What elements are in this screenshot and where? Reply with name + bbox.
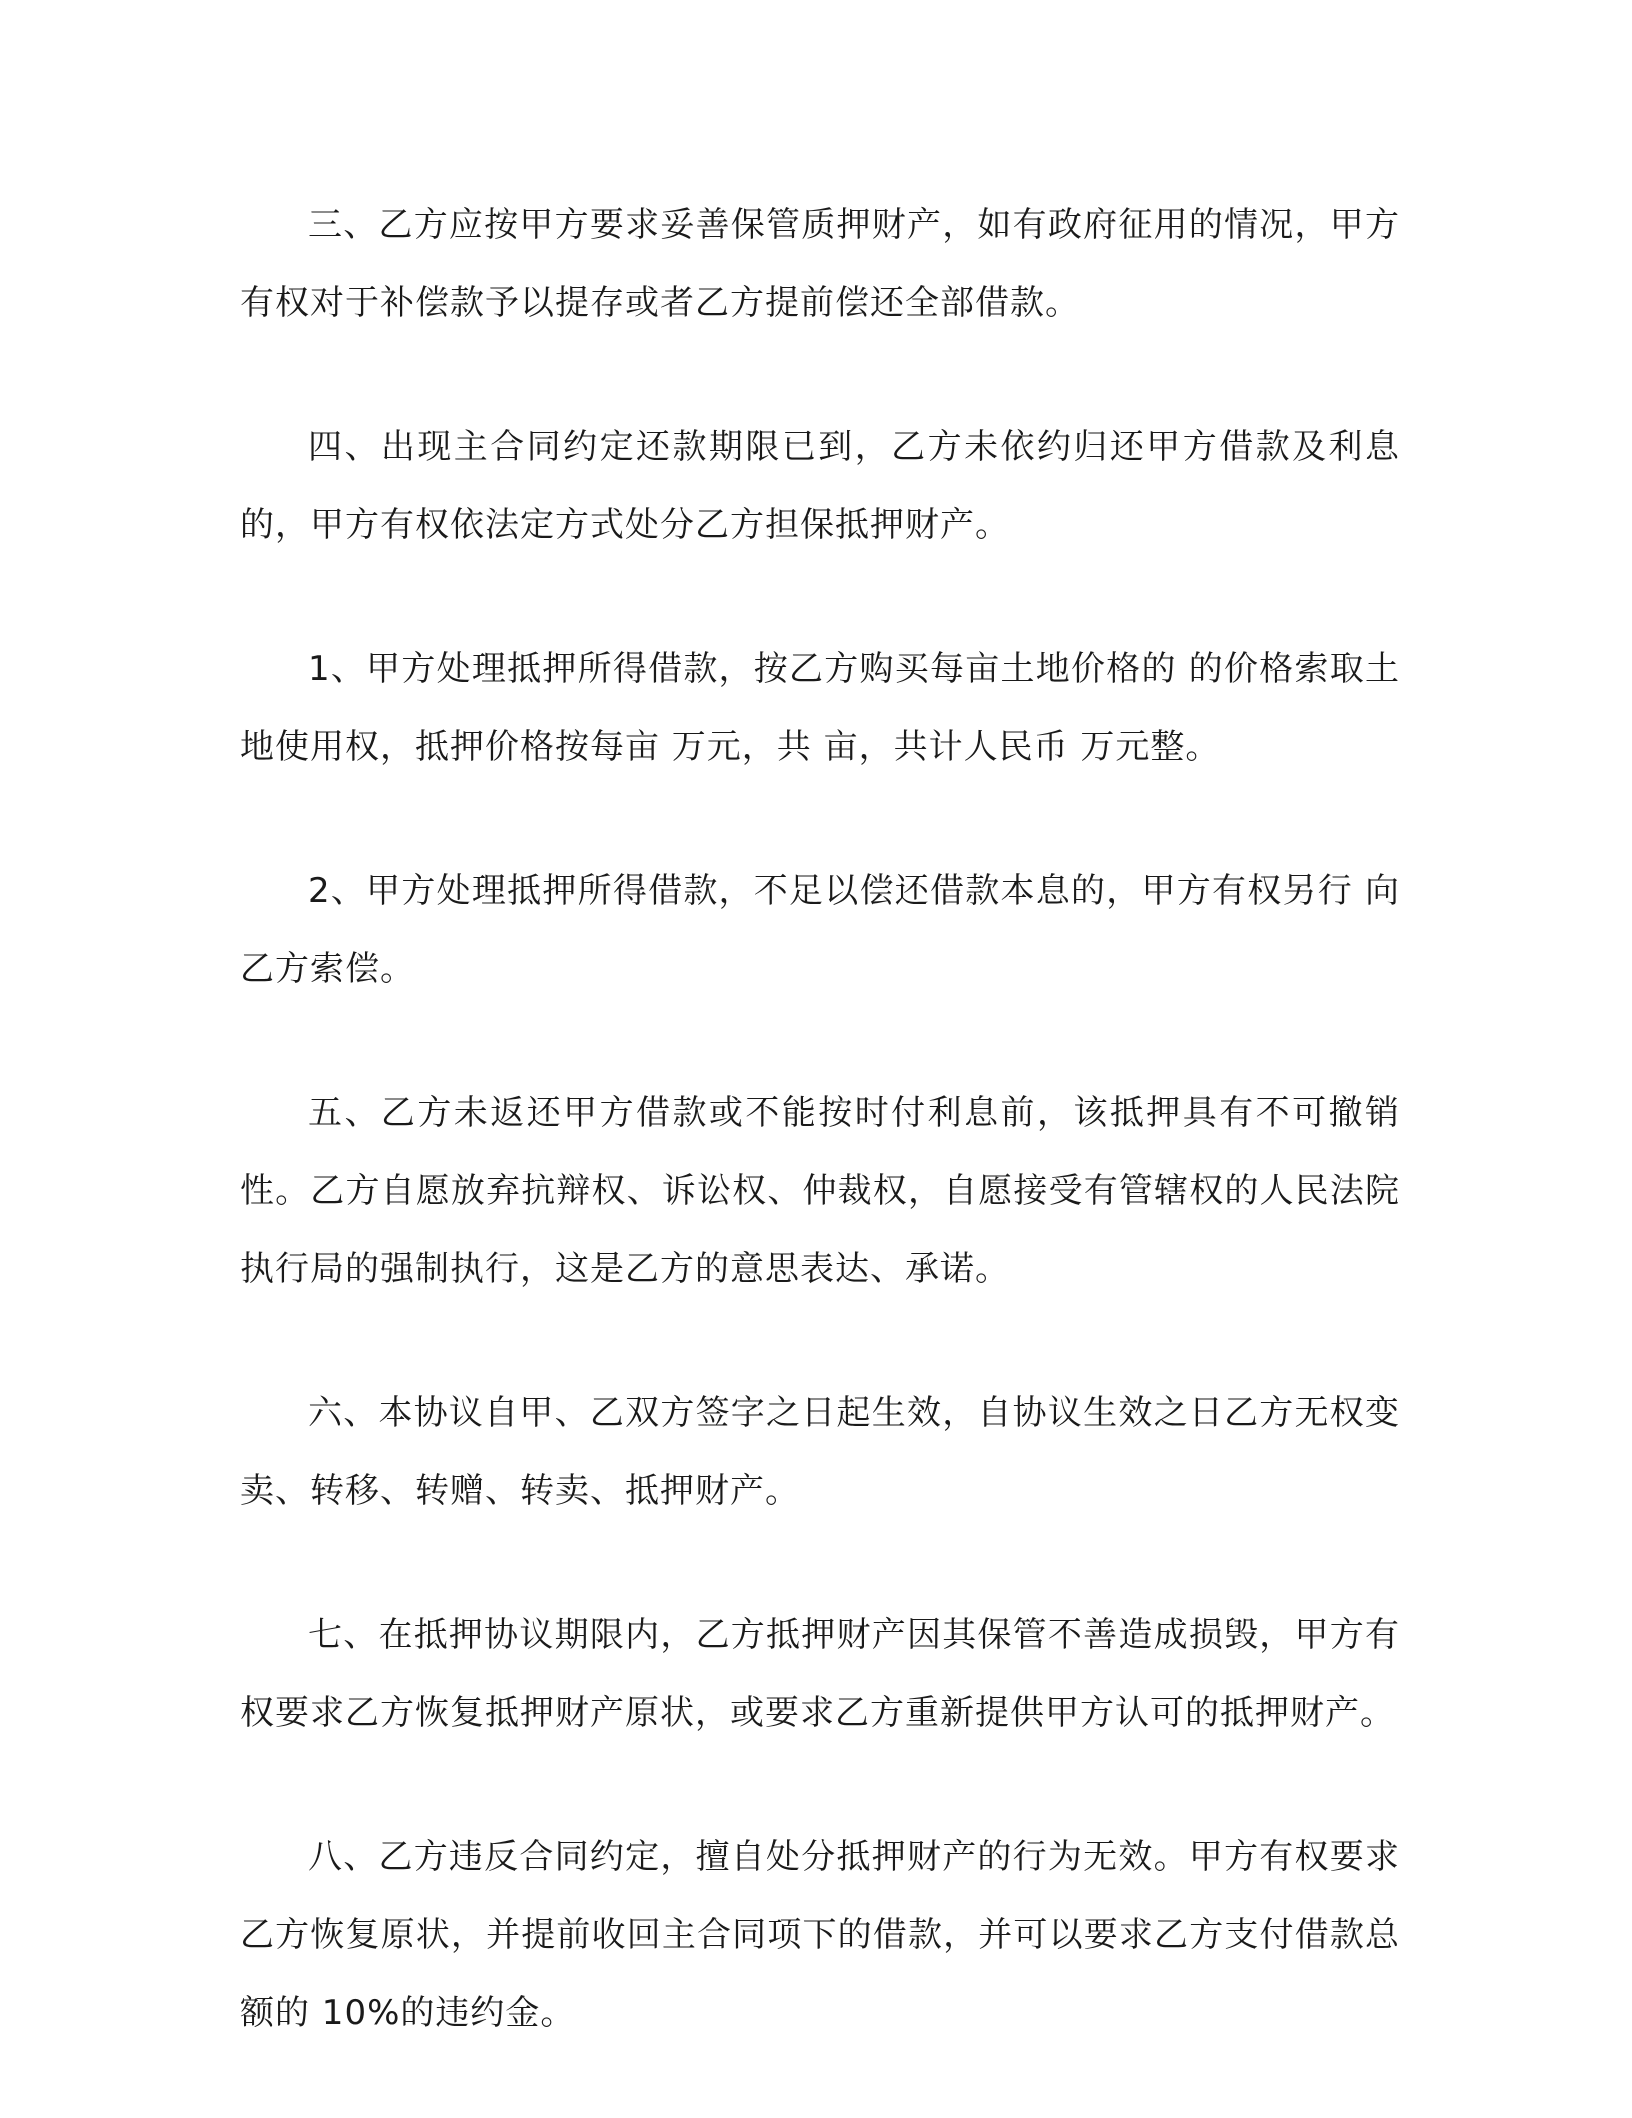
document-body (240, 186, 1400, 2118)
clause-4-item-2: 2、甲方处理抵押所得借款，不足以偿还借款本息的，甲方有权另行 向乙方索偿。 (240, 871, 1400, 989)
clause-3: 三、乙方应按甲方要求妥善保管质押财产，如有政府征用的情况，甲方有权对于补偿款予以提存或者乙方提前偿还全部借款。 (240, 205, 1400, 323)
clause-8: 八、乙方违反合同约定，擅自处分抵押财产的行为无效。甲方有权要求乙方恢复原状，并提前收回主合同项下的借款，并可以要求乙方支付借款总额的 10%的违约金。 (240, 1837, 1400, 2033)
clause-5: 五、乙方未返还甲方借款或不能按时付利息前，该抵押具有不可撤销性。乙方自愿放弃抗辩权、诉讼权、仲裁权，自愿接受有管辖权的人民法院执行局的强制执行，这是乙方的意思表达、承诺。 (240, 1093, 1400, 1289)
clause-6: 六、本协议自甲、乙双方签字之日起生效，自协议生效之日乙方无权变卖、转移、转赠、转卖、抵押财产。 (240, 1393, 1400, 1511)
clause-4: 四、出现主合同约定还款期限已到，乙方未依约归还甲方借款及利息的，甲方有权依法定方式处分乙方担保抵押财产。 (240, 427, 1400, 545)
clause-7: 七、在抵押协议期限内，乙方抵押财产因其保管不善造成损毁，甲方有权要求乙方恢复抵押财产原状，或要求乙方重新提供甲方认可的抵押财产。 (240, 1615, 1400, 1733)
clause-4-item-1: 1、甲方处理抵押所得借款，按乙方购买每亩土地价格的 的价格索取土地使用权，抵押价格按每亩 万元，共 亩，共计人民币 万元整。 (240, 649, 1400, 767)
